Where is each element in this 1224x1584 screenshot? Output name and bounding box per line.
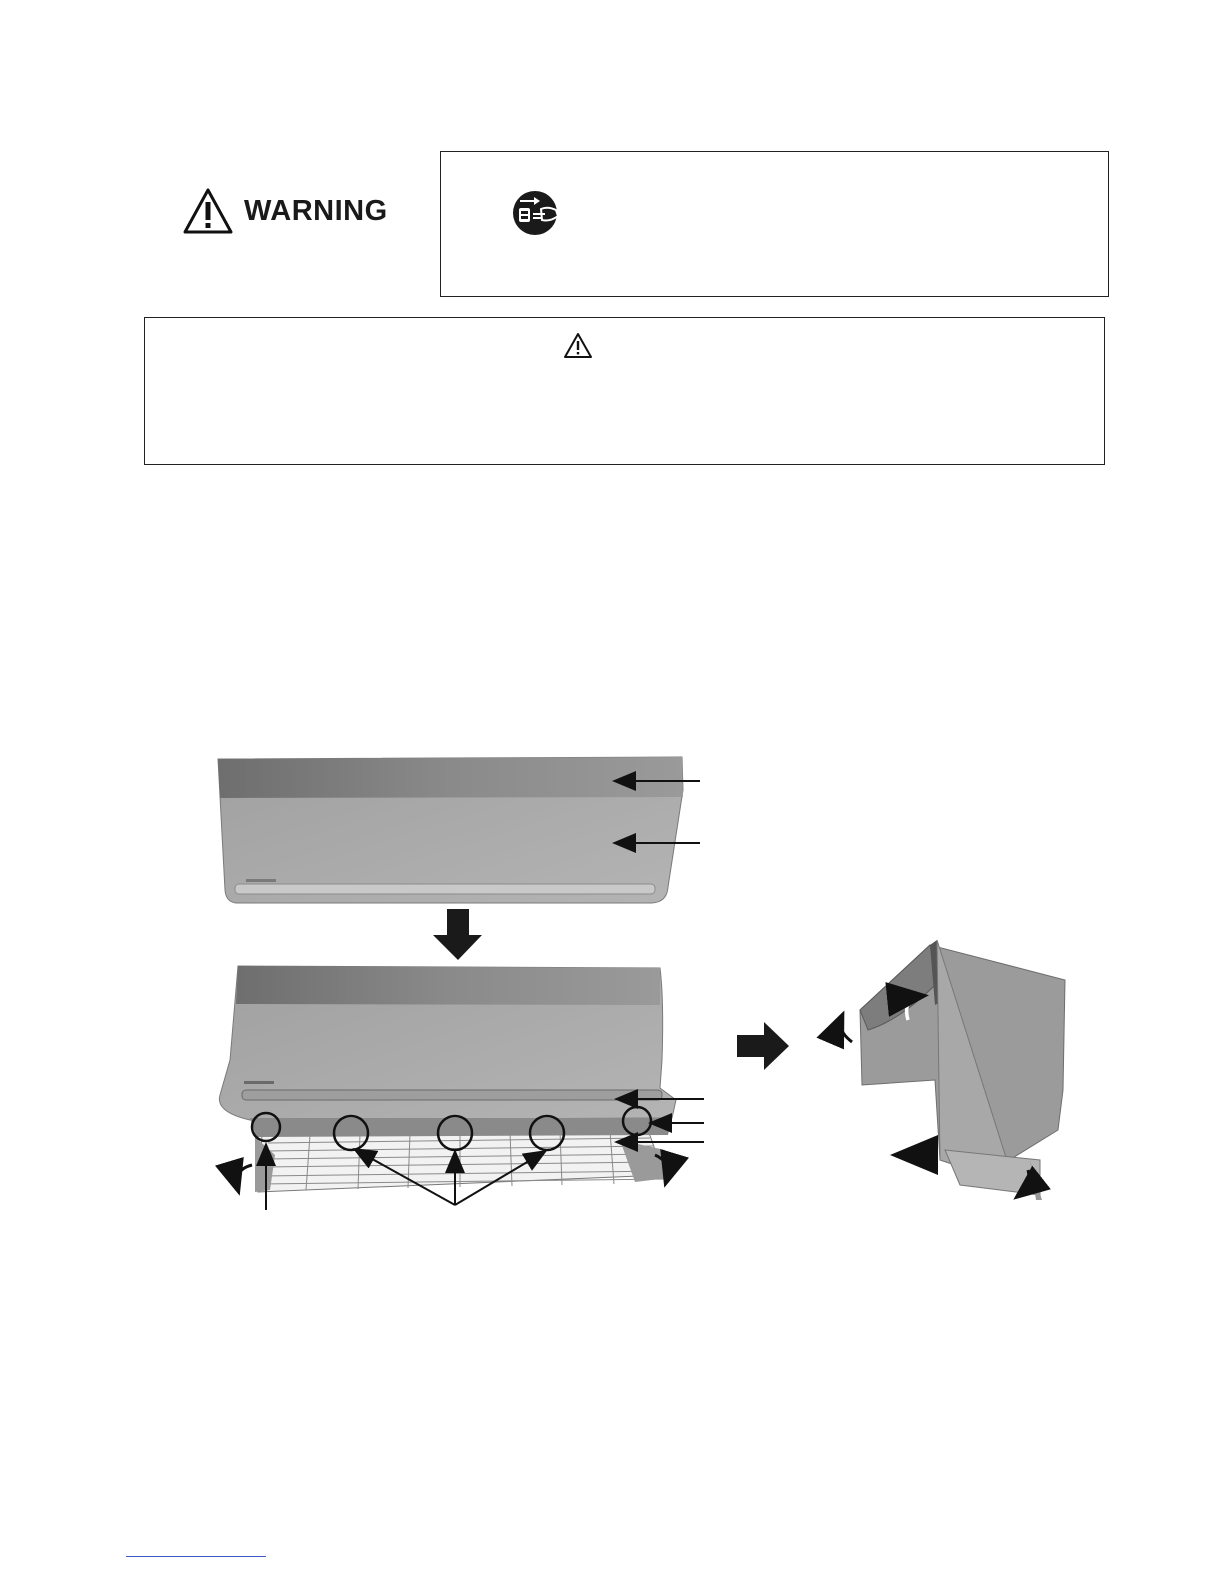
side-view-unit — [860, 940, 1065, 1200]
front-panel — [218, 757, 683, 903]
indoor-unit — [219, 966, 676, 1192]
rotate-arrow-icon — [237, 1165, 252, 1190]
rotate-arrow-icon — [840, 1016, 852, 1042]
arrow-right-icon — [737, 1022, 789, 1070]
footer-link-underline — [126, 1556, 266, 1557]
arrow-down-icon — [433, 909, 482, 960]
brand-logo — [246, 879, 276, 882]
warning-title: WARNING — [244, 194, 388, 227]
